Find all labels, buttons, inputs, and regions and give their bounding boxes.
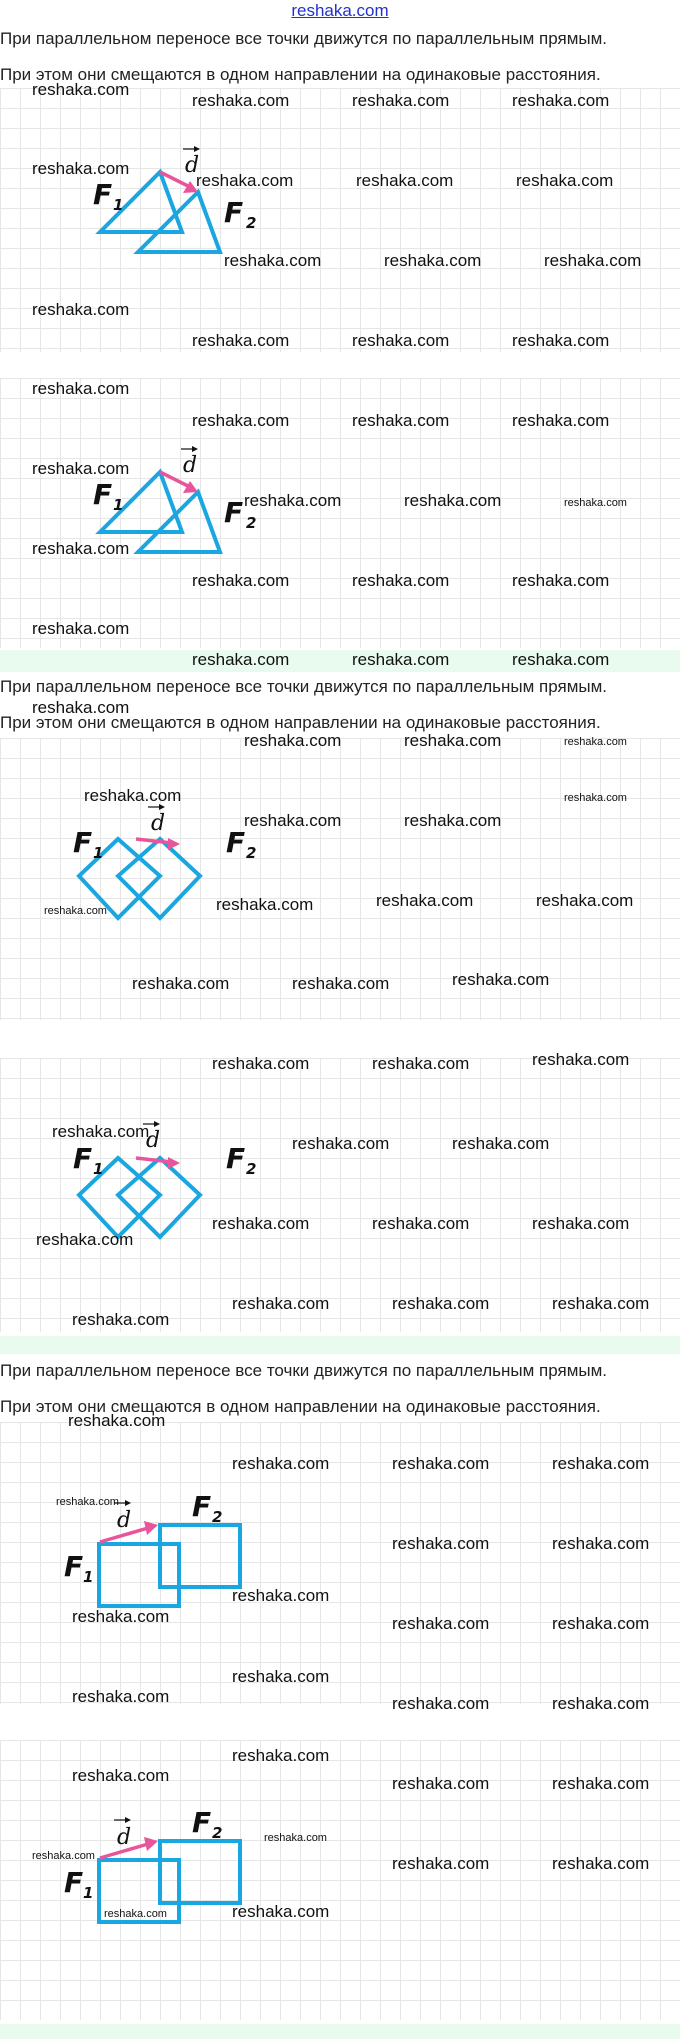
watermark: reshaka.com	[552, 1614, 650, 1633]
watermark: reshaka.com	[32, 159, 130, 178]
figure-f1-label: F	[73, 1142, 93, 1175]
watermark: reshaka.com	[536, 891, 634, 910]
watermark: reshaka.com	[32, 80, 130, 99]
figure-f2-label: F	[226, 826, 246, 859]
figure-f2-label: F	[224, 496, 244, 529]
watermark: reshaka.com	[192, 91, 290, 110]
svg-text:1: 1	[93, 1160, 104, 1178]
svg-text:2: 2	[246, 844, 257, 862]
watermark: reshaka.com	[372, 1214, 470, 1233]
figure-f1-label: F	[93, 178, 113, 211]
watermark: reshaka.com	[392, 1854, 490, 1873]
watermark: reshaka.com	[232, 1667, 330, 1686]
watermark: reshaka.com	[532, 1214, 630, 1233]
figure-f2-label: F	[192, 1806, 212, 1839]
watermark: reshaka.com	[232, 1902, 330, 1921]
watermark: reshaka.com	[32, 459, 130, 478]
watermark: reshaka.com	[192, 411, 290, 430]
svg-text:1: 1	[83, 1568, 94, 1586]
watermark: reshaka.com	[392, 1774, 490, 1793]
watermark: reshaka.com	[52, 1122, 150, 1141]
watermark: reshaka.com	[68, 1411, 166, 1430]
watermark: reshaka.com	[404, 491, 502, 510]
watermark: reshaka.com	[216, 895, 314, 914]
figure-f2-label: F	[224, 196, 244, 229]
watermark: reshaka.com	[452, 970, 550, 989]
site-link[interactable]: reshaka.com	[291, 1, 389, 20]
watermark: reshaka.com	[552, 1534, 650, 1553]
watermark: reshaka.com	[32, 539, 130, 558]
svg-text:1: 1	[93, 844, 104, 862]
watermark: reshaka.com	[512, 331, 610, 350]
watermark: reshaka.com	[244, 731, 342, 750]
svg-text:1: 1	[83, 1884, 94, 1902]
watermark: reshaka.com	[552, 1294, 650, 1313]
figure-f1-label: F	[73, 826, 93, 859]
watermark: reshaka.com	[84, 786, 182, 805]
watermark: reshaka.com	[392, 1614, 490, 1633]
watermark: reshaka.com	[392, 1534, 490, 1553]
svg-text:2: 2	[246, 214, 257, 232]
watermark: reshaka.com	[244, 811, 342, 830]
watermark: reshaka.com	[32, 1850, 95, 1862]
figure-f1-shape	[99, 1544, 179, 1606]
watermark: reshaka.com	[352, 331, 450, 350]
watermark: reshaka.com	[192, 650, 290, 669]
section-3-text-line-2: При этом они смещаются в одном направлении на одинаковые расстояния.	[0, 1397, 601, 1416]
watermark: reshaka.com	[392, 1694, 490, 1713]
watermark: reshaka.com	[132, 974, 230, 993]
vector-label: d	[151, 811, 166, 836]
watermark: reshaka.com	[512, 91, 610, 110]
watermark: reshaka.com	[512, 571, 610, 590]
watermark: reshaka.com	[32, 300, 130, 319]
figure-f2-shape	[160, 1525, 240, 1587]
section-1-text-line-2: При этом они смещаются в одном направлении на одинаковые расстояния.	[0, 65, 601, 84]
watermark: reshaka.com	[72, 1607, 170, 1626]
watermark: reshaka.com	[372, 1054, 470, 1073]
watermark: reshaka.com	[552, 1854, 650, 1873]
watermark: reshaka.com	[292, 1134, 390, 1153]
watermark: reshaka.com	[232, 1746, 330, 1765]
watermark: reshaka.com	[192, 331, 290, 350]
watermark: reshaka.com	[564, 792, 627, 804]
watermark: reshaka.com	[196, 171, 294, 190]
figure-f2-label: F	[192, 1490, 212, 1523]
watermark: reshaka.com	[384, 251, 482, 270]
watermark: reshaka.com	[224, 251, 322, 270]
watermark: reshaka.com	[452, 1134, 550, 1153]
watermark: reshaka.com	[532, 1050, 630, 1069]
watermark: reshaka.com	[56, 1496, 119, 1508]
watermark: reshaka.com	[404, 731, 502, 750]
svg-text:2: 2	[246, 1160, 257, 1178]
figure-f1-label: F	[64, 1550, 84, 1583]
watermark: reshaka.com	[392, 1454, 490, 1473]
watermark: reshaka.com	[404, 811, 502, 830]
watermark: reshaka.com	[72, 1766, 170, 1785]
watermark: reshaka.com	[232, 1586, 330, 1605]
figure-f2-label: F	[226, 1142, 246, 1175]
watermark: reshaka.com	[32, 698, 130, 717]
watermark: reshaka.com	[32, 379, 130, 398]
svg-text:1: 1	[113, 496, 124, 514]
watermark: reshaka.com	[212, 1054, 310, 1073]
figure-f1-label: F	[64, 1866, 84, 1899]
watermark: reshaka.com	[232, 1294, 330, 1313]
watermark: reshaka.com	[232, 1454, 330, 1473]
svg-text:2: 2	[212, 1508, 223, 1526]
watermark: reshaka.com	[356, 171, 454, 190]
section-1-text-line-1: При параллельном переносе все точки движутся по параллельным прямым.	[0, 29, 608, 48]
watermark: reshaka.com	[564, 497, 627, 509]
watermark: reshaka.com	[376, 891, 474, 910]
watermark: reshaka.com	[44, 905, 107, 917]
watermark: reshaka.com	[552, 1454, 650, 1473]
watermark: reshaka.com	[512, 650, 610, 669]
vector-label: d	[146, 1128, 161, 1153]
vector-label: d	[185, 153, 200, 178]
svg-text:2: 2	[212, 1824, 223, 1842]
svg-text:1: 1	[113, 196, 124, 214]
watermark: reshaka.com	[72, 1310, 170, 1329]
watermark: reshaka.com	[264, 1832, 327, 1844]
figure-f1-label: F	[93, 478, 113, 511]
watermark: reshaka.com	[72, 1687, 170, 1706]
vector-label: d	[117, 1825, 132, 1850]
watermark: reshaka.com	[552, 1774, 650, 1793]
watermark: reshaka.com	[36, 1230, 134, 1249]
watermark: reshaka.com	[544, 251, 642, 270]
vector-label: d	[117, 1508, 132, 1533]
watermark: reshaka.com	[512, 411, 610, 430]
watermark: reshaka.com	[244, 491, 342, 510]
watermark: reshaka.com	[564, 736, 627, 748]
section-3-text-line-1: При параллельном переносе все точки движутся по параллельным прямым.	[0, 1361, 608, 1380]
watermark: reshaka.com	[32, 619, 130, 638]
figure-f2-shape	[160, 1841, 240, 1903]
watermark: reshaka.com	[352, 91, 450, 110]
svg-text:2: 2	[246, 514, 257, 532]
section-2-text-line-2: При этом они смещаются в одном направлении на одинаковые расстояния.	[0, 713, 601, 732]
watermark: reshaka.com	[192, 571, 290, 590]
watermark: reshaka.com	[516, 171, 614, 190]
watermark: reshaka.com	[292, 974, 390, 993]
vector-label: d	[183, 453, 198, 478]
watermark: reshaka.com	[392, 1294, 490, 1313]
section-2-text-line-1: При параллельном переносе все точки движутся по параллельным прямым.	[0, 677, 608, 696]
watermark: reshaka.com	[104, 1908, 167, 1920]
watermark: reshaka.com	[552, 1694, 650, 1713]
watermark: reshaka.com	[352, 571, 450, 590]
watermark: reshaka.com	[352, 650, 450, 669]
watermark: reshaka.com	[352, 411, 450, 430]
watermark: reshaka.com	[212, 1214, 310, 1233]
